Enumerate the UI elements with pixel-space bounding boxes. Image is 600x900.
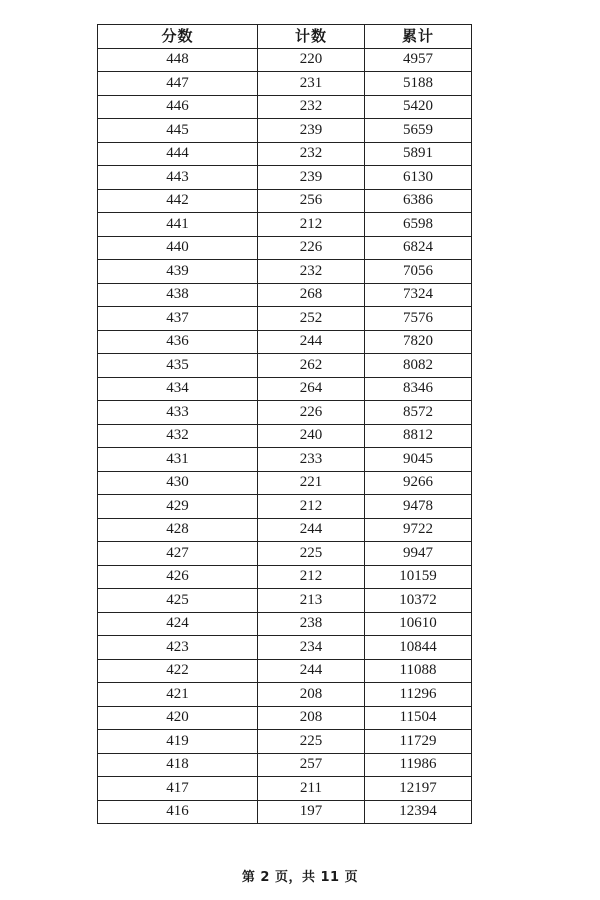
table-row: [98, 777, 472, 801]
table-row: [98, 683, 472, 707]
score-cell: 430: [98, 471, 258, 495]
cumulative-cell: 5659: [365, 119, 472, 143]
cumulative-cell: 6824: [365, 236, 472, 260]
score-cell: 443: [98, 166, 258, 190]
cumulative-cell: 12197: [365, 777, 472, 801]
page-number: 第 2 页，共 11 页: [241, 870, 359, 885]
score-cell: 439: [98, 260, 258, 284]
count-cell: 225: [258, 730, 365, 754]
cumulative-cell: 9045: [365, 448, 472, 472]
count-cell: 232: [258, 95, 365, 119]
score-cell: 418: [98, 753, 258, 777]
cumulative-cell: 9722: [365, 518, 472, 542]
score-cell: 432: [98, 424, 258, 448]
count-cell: 239: [258, 166, 365, 190]
table-row: [98, 471, 472, 495]
cumulative-cell: 8572: [365, 401, 472, 425]
count-cell: 239: [258, 119, 365, 143]
score-cell: 419: [98, 730, 258, 754]
score-cell: 420: [98, 706, 258, 730]
score-cell: 448: [98, 48, 258, 72]
cumulative-cell: 10610: [365, 612, 472, 636]
table-row: [98, 354, 472, 378]
count-cell: 220: [258, 48, 365, 72]
cumulative-cell: 8346: [365, 377, 472, 401]
cumulative-cell: 11504: [365, 706, 472, 730]
table-row: [98, 213, 472, 237]
count-cell: 252: [258, 307, 365, 331]
table-row: [98, 706, 472, 730]
table-row: [98, 612, 472, 636]
table-row: [98, 518, 472, 542]
count-cell: 233: [258, 448, 365, 472]
cumulative-cell: 4957: [365, 48, 472, 72]
table-row: [98, 659, 472, 683]
count-cell: 244: [258, 330, 365, 354]
table-row: [98, 283, 472, 307]
count-cell: 212: [258, 213, 365, 237]
table-row: [98, 119, 472, 143]
cumulative-cell: 11986: [365, 753, 472, 777]
score-cell: 440: [98, 236, 258, 260]
table-body: [98, 48, 472, 824]
cumulative-cell: 9266: [365, 471, 472, 495]
header-score: 分数: [98, 25, 258, 49]
score-cell: 438: [98, 283, 258, 307]
count-cell: 208: [258, 706, 365, 730]
cumulative-cell: 9947: [365, 542, 472, 566]
table-row: [98, 542, 472, 566]
count-cell: 244: [258, 518, 365, 542]
count-cell: 240: [258, 424, 365, 448]
count-cell: 244: [258, 659, 365, 683]
score-cell: 444: [98, 142, 258, 166]
cumulative-cell: 7056: [365, 260, 472, 284]
header-count: 计数: [258, 25, 365, 49]
count-cell: 238: [258, 612, 365, 636]
count-cell: 256: [258, 189, 365, 213]
count-cell: 232: [258, 142, 365, 166]
table-row: [98, 142, 472, 166]
count-cell: 225: [258, 542, 365, 566]
table-row: [98, 401, 472, 425]
cumulative-cell: 11729: [365, 730, 472, 754]
table-row: [98, 730, 472, 754]
score-cell: 417: [98, 777, 258, 801]
count-cell: 232: [258, 260, 365, 284]
score-distribution-table: [97, 24, 472, 824]
score-cell: 434: [98, 377, 258, 401]
score-cell: 436: [98, 330, 258, 354]
table-row: [98, 495, 472, 519]
table-row: [98, 236, 472, 260]
count-cell: 213: [258, 589, 365, 613]
count-cell: 234: [258, 636, 365, 660]
cumulative-cell: 8082: [365, 354, 472, 378]
score-cell: 427: [98, 542, 258, 566]
score-cell: 447: [98, 72, 258, 96]
table-row: [98, 636, 472, 660]
table-row: [98, 330, 472, 354]
table-header-row: [98, 25, 472, 49]
table-row: [98, 307, 472, 331]
cumulative-cell: 7324: [365, 283, 472, 307]
cumulative-cell: 10844: [365, 636, 472, 660]
cumulative-cell: 11296: [365, 683, 472, 707]
score-cell: 429: [98, 495, 258, 519]
count-cell: 262: [258, 354, 365, 378]
score-cell: 424: [98, 612, 258, 636]
score-cell: 431: [98, 448, 258, 472]
cumulative-cell: 10159: [365, 565, 472, 589]
table-row: [98, 166, 472, 190]
cumulative-cell: 5891: [365, 142, 472, 166]
count-cell: 257: [258, 753, 365, 777]
cumulative-cell: 10372: [365, 589, 472, 613]
score-cell: 437: [98, 307, 258, 331]
table-row: [98, 589, 472, 613]
cumulative-cell: 8812: [365, 424, 472, 448]
cumulative-cell: 11088: [365, 659, 472, 683]
table-row: [98, 800, 472, 824]
score-cell: 433: [98, 401, 258, 425]
score-cell: 421: [98, 683, 258, 707]
count-cell: 226: [258, 236, 365, 260]
score-cell: 445: [98, 119, 258, 143]
score-cell: 435: [98, 354, 258, 378]
table-row: [98, 189, 472, 213]
score-cell: 442: [98, 189, 258, 213]
table-row: [98, 424, 472, 448]
score-cell: 428: [98, 518, 258, 542]
count-cell: 264: [258, 377, 365, 401]
cumulative-cell: 7820: [365, 330, 472, 354]
score-cell: 446: [98, 95, 258, 119]
count-cell: 221: [258, 471, 365, 495]
cumulative-cell: 9478: [365, 495, 472, 519]
header-cumulative: 累计: [365, 25, 472, 49]
cumulative-cell: 6386: [365, 189, 472, 213]
table-row: [98, 72, 472, 96]
score-cell: 441: [98, 213, 258, 237]
cumulative-cell: 6598: [365, 213, 472, 237]
cumulative-cell: 5188: [365, 72, 472, 96]
count-cell: 212: [258, 495, 365, 519]
count-cell: 226: [258, 401, 365, 425]
cumulative-cell: 5420: [365, 95, 472, 119]
table-row: [98, 565, 472, 589]
score-cell: 425: [98, 589, 258, 613]
count-cell: 211: [258, 777, 365, 801]
score-cell: 426: [98, 565, 258, 589]
table-row: [98, 448, 472, 472]
score-cell: 422: [98, 659, 258, 683]
table-row: [98, 377, 472, 401]
table-row: [98, 260, 472, 284]
cumulative-cell: 6130: [365, 166, 472, 190]
count-cell: 212: [258, 565, 365, 589]
count-cell: 208: [258, 683, 365, 707]
count-cell: 231: [258, 72, 365, 96]
cumulative-cell: 12394: [365, 800, 472, 824]
count-cell: 268: [258, 283, 365, 307]
table-row: [98, 48, 472, 72]
score-cell: 423: [98, 636, 258, 660]
cumulative-cell: 7576: [365, 307, 472, 331]
count-cell: 197: [258, 800, 365, 824]
table-row: [98, 95, 472, 119]
table-row: [98, 753, 472, 777]
score-cell: 416: [98, 800, 258, 824]
